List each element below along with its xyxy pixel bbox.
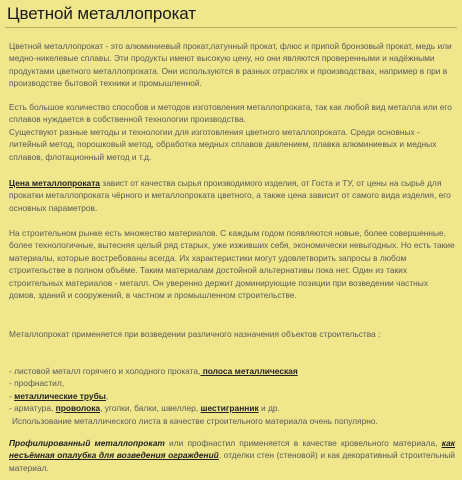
usage-list bbox=[9, 365, 455, 427]
list-item: - листовой металл горячего и холодного проката, полоса металлическая bbox=[9, 366, 298, 376]
paragraph-profiled: Профилированный металлопрокат или профнастил применяется в качестве кровельного материала, как несъёмная опалубка для возведения ограждений, отделки стен (стеновой) и как декоративный строительный материал. bbox=[9, 438, 455, 473]
list-item: - арматура, проволока, уголки, балки, швеллер, шестигранник и др. bbox=[9, 403, 280, 414]
paragraph-market: На строительном рынке есть множество материалов. С каждым годом появляются новые, более совершенные, более технологичные, вытесняя целый ряд старых, уже изживших себя, экономически невыгодных. Но есть такие материалы, которые востребованы всегда. Их характеристики могут удовлетворить запросы в любом строительстве в полном объёме. Таким материалам достойной альтернативы пока нет. Один из таких строительных материалов - металл. Он уверенно держит доминирующие позиции при возведении частных домов, зданий и сооружений, в частном и промышленном строительстве. bbox=[9, 228, 455, 301]
formwork-link[interactable]: как несъёмная опалубка для возведения ограждений bbox=[9, 438, 455, 461]
methods-text-1: Есть большое количество способов и методов изготовления металлопроката, так как любой вид металла или его сплавов нуждается в собственной технологии производства. bbox=[9, 102, 452, 125]
list-item: - профнастил, bbox=[9, 378, 65, 389]
paragraph-usage: Металлопрокат применяется при возведении различного назначения объектов строительства : bbox=[9, 329, 381, 339]
profiled-term: Профилированный металлопрокат bbox=[9, 438, 165, 448]
price-link[interactable]: Цена металлопроката bbox=[9, 178, 100, 188]
metal-pipes-link[interactable]: металлические трубы bbox=[14, 390, 106, 401]
wire-link[interactable]: проволока bbox=[55, 403, 101, 414]
paragraph-price bbox=[9, 177, 455, 214]
paragraph-methods bbox=[9, 101, 455, 163]
page-title: Цветной металлопрокат bbox=[7, 4, 196, 23]
price-text: завист от качества сырья производимого изделия, от Госта и ТУ, от цены на сырьё для прокатки металлопроката чёрного и металлопроката цветного, а также цена зависит от самого вида изделия, его основных параметров. bbox=[9, 178, 451, 213]
list-item: Использование металлического листа в качестве строительного материала очень популярно. bbox=[12, 415, 378, 426]
title-divider bbox=[5, 27, 457, 28]
paragraph-intro: Цветной металлопрокат - это алюминиевый прокат,латунный прокат, флюс и припой бронзовый прокат, медь или медно-никелевые сплавы. Эти продукты имеют высокую цену, но они являются проверенными и надёжными продуктами цветного металлопроката. Они используются в разных отраслях и производствах, например в при в производстве бытовой техники и промышленной. bbox=[9, 41, 452, 89]
metal-strip-link[interactable]: полоса металлическая bbox=[200, 366, 298, 376]
hexagon-link[interactable]: шестигранник bbox=[200, 403, 259, 414]
methods-text-2: Существуют разные методы и технологии для изготовления цветного металлопроката. Среди основных - литейный метод, порошковый метод, обработка медных сплавов давлением, плавка алюминиевых и медных сплавов, флотационный метод и т.д. bbox=[9, 126, 437, 162]
list-item: - металлические трубы, bbox=[9, 390, 109, 401]
